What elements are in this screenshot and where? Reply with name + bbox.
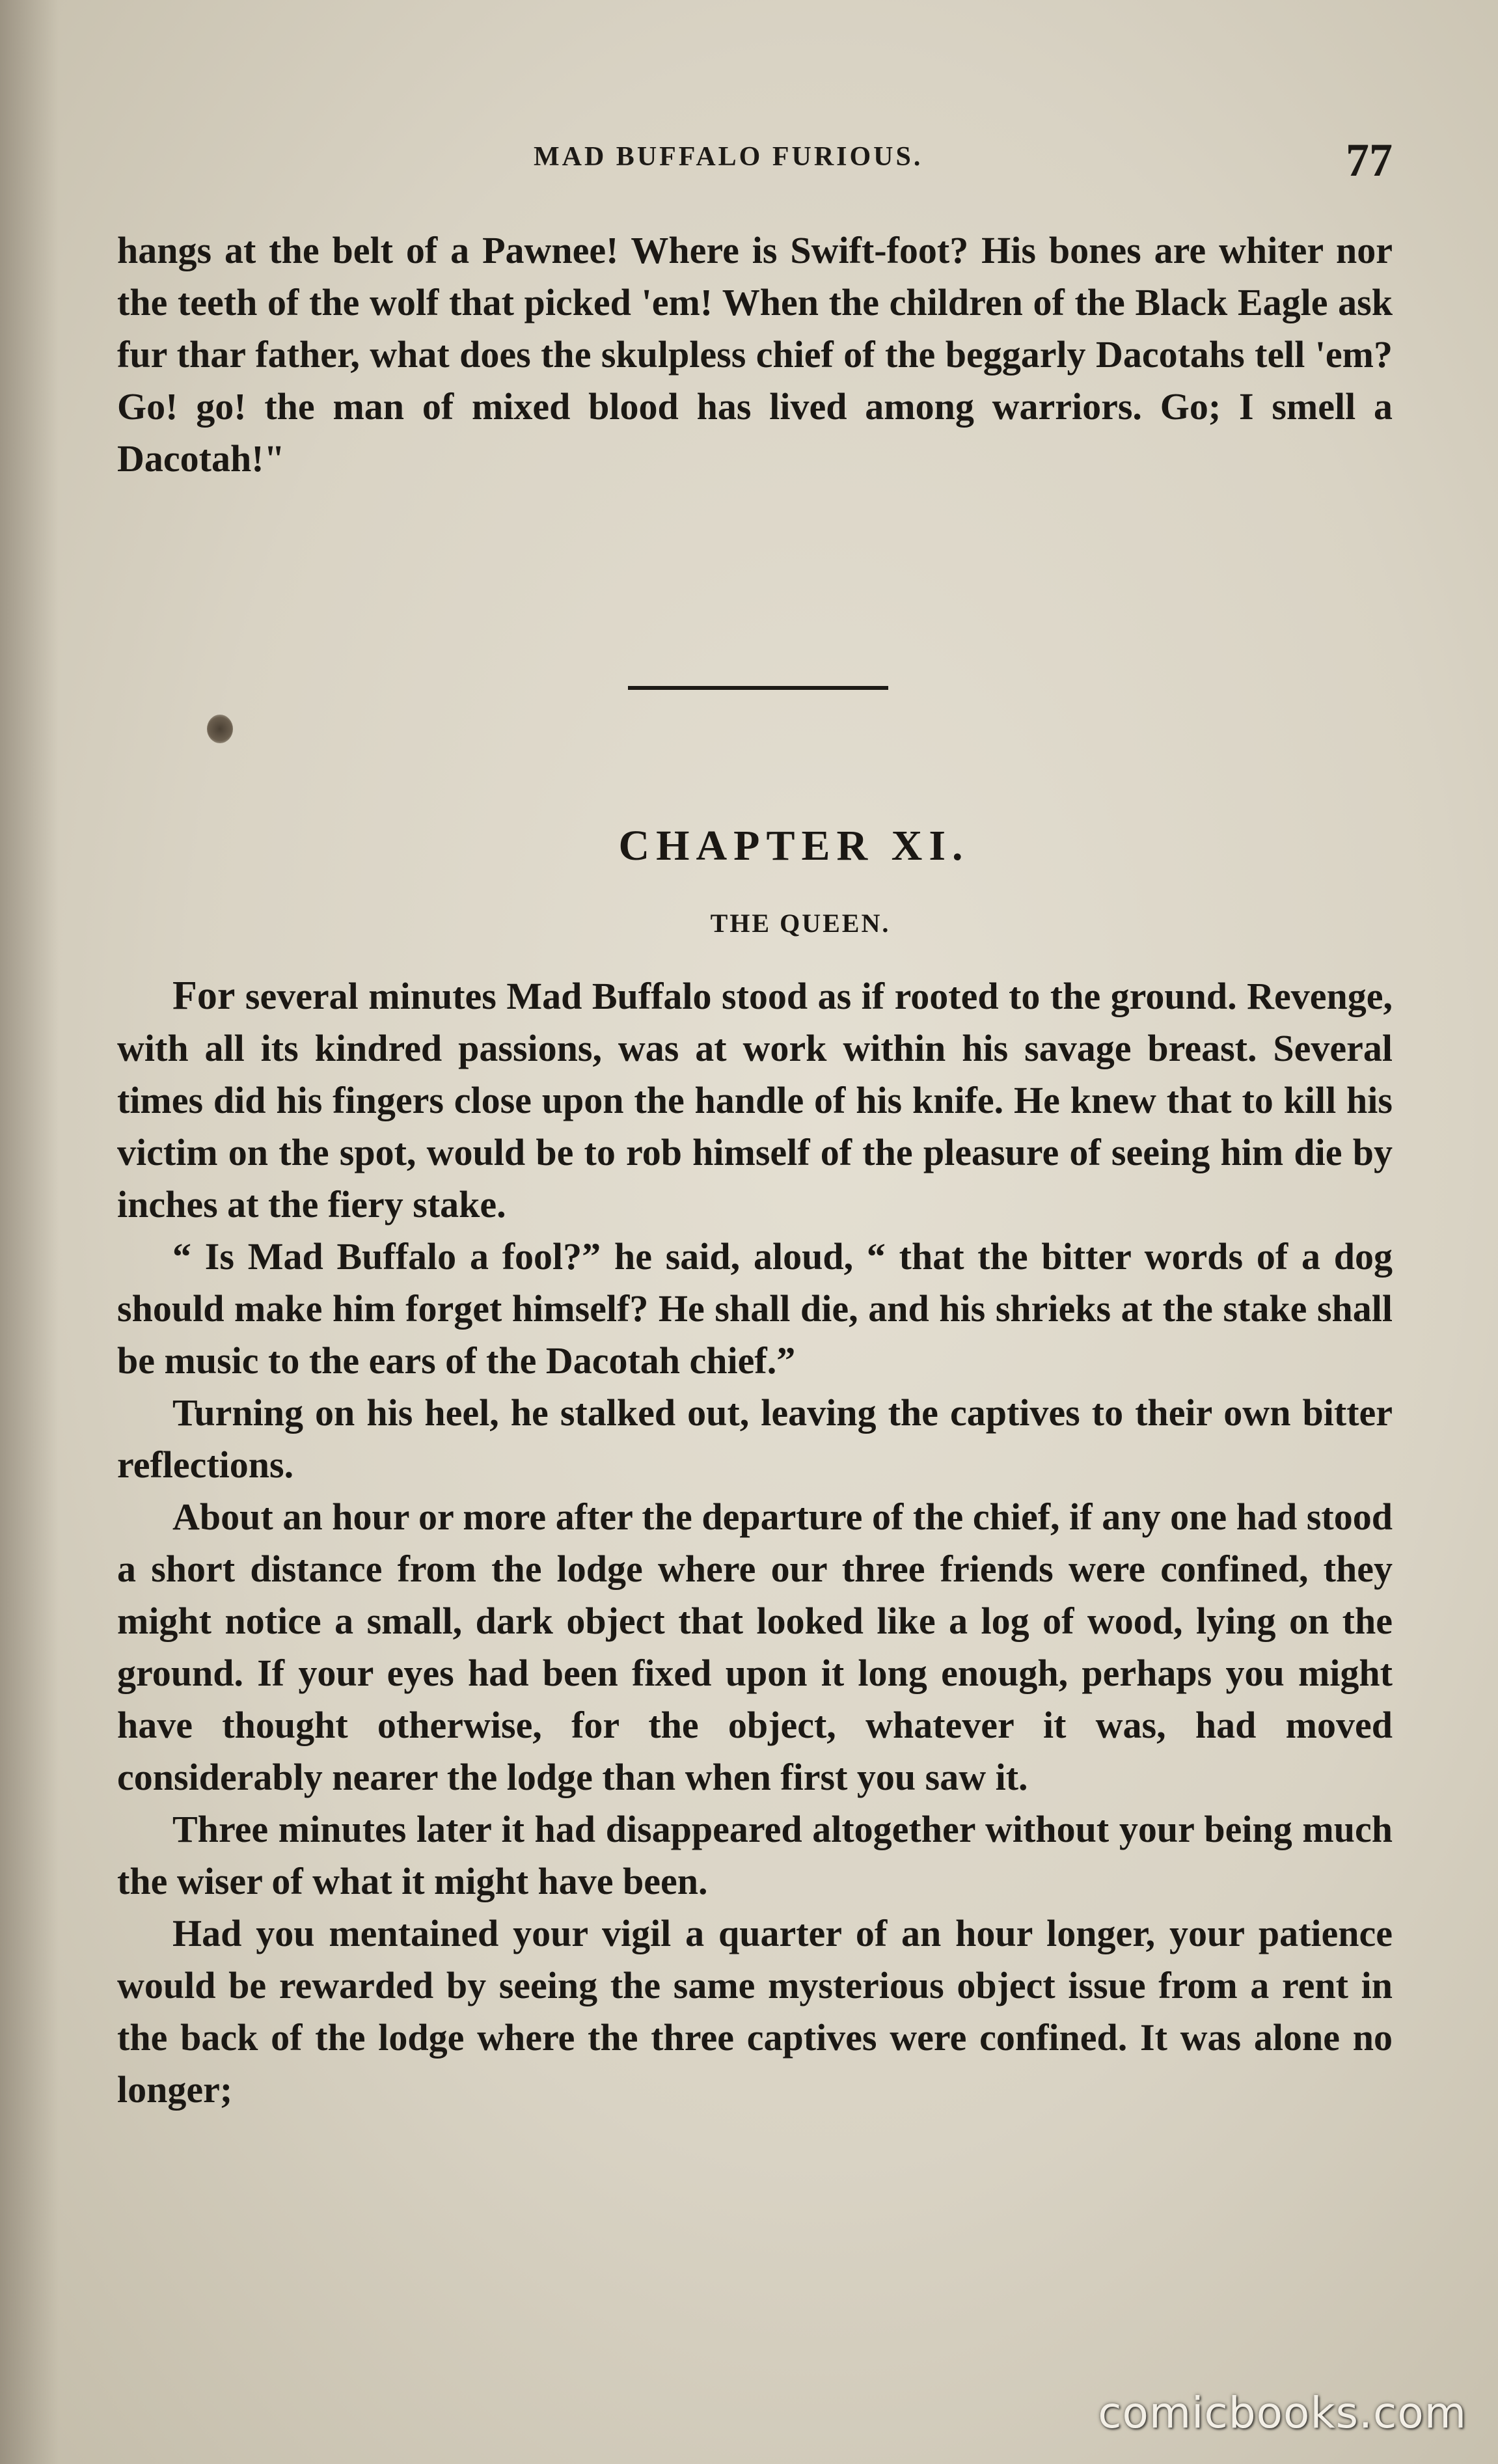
- paragraph-3: Turning on his heel, he stalked out, leaving the captives to their own bitter reflections.: [117, 1391, 1393, 1486]
- chapter-body: [117, 970, 1393, 2116]
- running-head: [117, 133, 1393, 192]
- paragraph-1-text: several minutes Mad Buffalo stood as if rooted to the ground. Revenge, with all its kindred passions, was at work within his savage breast. Several times did his fingers close upon the handle of his knife. He knew that to kill his victim on the spot, would be to rob himself of the pleasure of seeing him die by inches at the fiery stake.: [117, 975, 1393, 1225]
- continued-paragraph: hangs at the belt of a Pawnee! Where is Swift-foot? His bones are whiter nor the teeth of the wolf that picked 'em! When the children of the Black Eagle ask fur thar father, what does the skulpless chief of the beggarly Dacotahs tell 'em? Go! go! the man of mixed blood has lived among warriors. Go; I smell a Dacotah!": [117, 229, 1393, 480]
- paragraph-4: About an hour or more after the departure of the chief, if any one had stood a short distance from the lodge where our three friends were confined, they might notice a small, dark object that looked like a log of wood, lying on the ground. If your eyes had been fixed upon it long enough, perhaps you might have thought otherwise, for the object, whatever it was, had moved considerably nearer the lodge than when first you saw it.: [117, 1496, 1393, 1798]
- continued-paragraph-block: [117, 225, 1393, 485]
- paragraph-1-lead: For: [172, 974, 236, 1018]
- paragraph-5: Three minutes later it had disappeared altogether without your being much the wiser of what it might have been.: [117, 1808, 1393, 1902]
- chapter-title: CHAPTER XI.: [618, 822, 970, 869]
- chapter-subtitle: THE QUEEN.: [710, 909, 891, 938]
- paragraph-1: [117, 970, 1393, 1231]
- site-watermark: comicbooks.com: [1098, 2388, 1467, 2438]
- page-number: 77: [1346, 134, 1393, 186]
- paragraph-6: Had you mentained your vigil a quarter of an hour longer, your patience would be rewarded by seeing the same mysterious object issue from a rent in the back of the lodge where the three captives were confined. It was alone no longer;: [117, 1912, 1393, 2111]
- section-divider: [628, 686, 888, 690]
- paper-blemish: [207, 715, 233, 743]
- paragraph-2: “ Is Mad Buffalo a fool?” he said, aloud, “ that the bitter words of a dog should make him forget himself? He shall die, and his shrieks at the stake shall be music to the ears of the Dacotah chief.”: [117, 1235, 1393, 1382]
- gutter-shadow: [0, 0, 59, 2464]
- running-head-title: MAD BUFFALO FURIOUS.: [534, 142, 923, 172]
